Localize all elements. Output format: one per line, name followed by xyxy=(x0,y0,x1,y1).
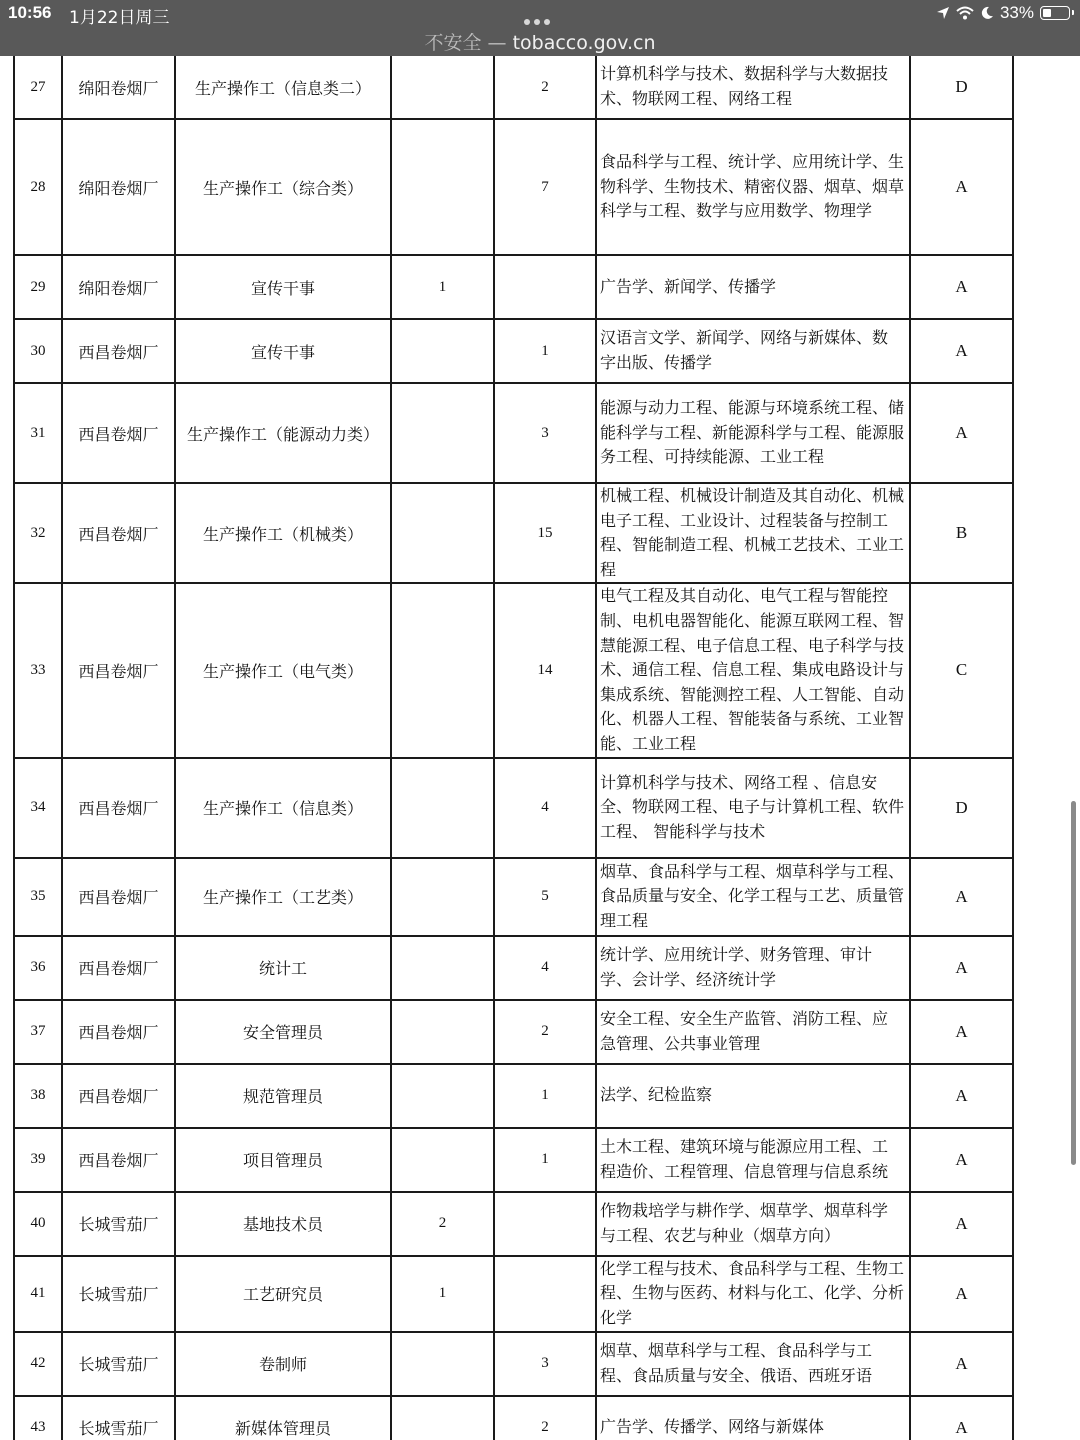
majors-line: 能科学与工程、新能源科学与工程、能源服 xyxy=(600,422,905,442)
url-text: tobacco.gov.cn xyxy=(512,32,656,54)
status-time: 10:56 xyxy=(8,3,52,22)
url-separator: — xyxy=(487,32,507,54)
majors-cell xyxy=(596,858,910,936)
table-row xyxy=(14,119,1013,255)
battery-icon xyxy=(1040,6,1070,20)
majors-line: 制、电机电器智能化、能源互联网工程、智 xyxy=(600,610,905,630)
table-row xyxy=(14,936,1013,1000)
position-cell: 新媒体管理员 xyxy=(175,1396,391,1440)
address-bar[interactable] xyxy=(0,28,1080,55)
unit-cell: 绵阳卷烟厂 xyxy=(62,56,175,119)
majors-line: 化、机器人工程、智能装备与系统、工业智 xyxy=(600,709,905,729)
unit-cell: 长城雪茄厂 xyxy=(62,1332,175,1396)
table-row xyxy=(14,56,1013,119)
category-cell: A xyxy=(910,1128,1013,1192)
row-number-cell: 42 xyxy=(14,1332,62,1396)
position-cell: 卷制师 xyxy=(175,1332,391,1396)
majors-line: 理工程 xyxy=(600,910,649,930)
count-a-cell: 2 xyxy=(391,1192,494,1256)
majors-line: 食品科学与工程、统计学、应用统计学、生 xyxy=(600,152,905,172)
count-a-cell xyxy=(391,119,494,255)
unit-cell: 绵阳卷烟厂 xyxy=(62,255,175,319)
table-row xyxy=(14,583,1013,757)
category-cell: D xyxy=(910,56,1013,119)
majors-line: 安全工程、安全生产监管、消防工程、应 xyxy=(600,1008,889,1028)
unit-cell: 西昌卷烟厂 xyxy=(62,758,175,858)
table-row xyxy=(14,858,1013,936)
category-cell: A xyxy=(910,1396,1013,1440)
majors-line: 与工程、农艺与种业（烟草方向） xyxy=(600,1225,841,1245)
unit-cell: 西昌卷烟厂 xyxy=(62,1128,175,1192)
majors-line: 术、物联网工程、网络工程 xyxy=(600,89,793,108)
count-b-cell: 1 xyxy=(494,319,596,383)
category-cell: A xyxy=(910,1332,1013,1396)
count-b-cell: 7 xyxy=(494,119,596,255)
page-viewport[interactable] xyxy=(0,56,1080,1440)
row-number-cell: 27 xyxy=(14,56,62,119)
majors-line: 字出版、传播学 xyxy=(600,353,713,372)
count-b-cell: 14 xyxy=(494,583,596,757)
majors-line: 术、通信工程、信息工程、集成电路设计与 xyxy=(600,660,905,680)
table-row xyxy=(14,1396,1013,1440)
majors-line: 程、智能制造工程、机械工艺技术、工业工 xyxy=(600,535,905,555)
row-number-cell: 34 xyxy=(14,758,62,858)
count-a-cell xyxy=(391,319,494,383)
majors-cell xyxy=(596,1396,910,1440)
majors-cell xyxy=(596,583,910,757)
position-cell: 宣传干事 xyxy=(175,319,391,383)
battery-percent: 33% xyxy=(999,3,1034,22)
multitasking-dots-icon[interactable] xyxy=(524,10,556,18)
count-a-cell xyxy=(391,56,494,119)
category-cell: B xyxy=(910,483,1013,583)
scrollbar[interactable] xyxy=(1071,801,1076,1165)
majors-line: 烟草、食品科学与工程、烟草科学与工程、 xyxy=(600,861,905,881)
category-cell: C xyxy=(910,583,1013,757)
category-cell: A xyxy=(910,383,1013,483)
position-cell: 安全管理员 xyxy=(175,1000,391,1064)
table-row xyxy=(14,319,1013,383)
majors-line: 烟草、烟草科学与工程、食品科学与工 xyxy=(600,1340,873,1360)
majors-line: 慧能源工程、电子信息工程、电子科学与技 xyxy=(600,635,905,655)
unit-cell: 西昌卷烟厂 xyxy=(62,936,175,1000)
category-cell: A xyxy=(910,936,1013,1000)
count-b-cell xyxy=(494,1192,596,1256)
row-number-cell: 28 xyxy=(14,119,62,255)
browser-chrome xyxy=(0,0,1080,56)
count-b-cell: 4 xyxy=(494,936,596,1000)
unit-cell: 长城雪茄厂 xyxy=(62,1192,175,1256)
table-row xyxy=(14,255,1013,319)
majors-cell xyxy=(596,1128,910,1192)
count-b-cell: 2 xyxy=(494,56,596,119)
unit-cell: 长城雪茄厂 xyxy=(62,1396,175,1440)
position-cell: 项目管理员 xyxy=(175,1128,391,1192)
majors-line: 程、生物与医药、材料与化工、化学、分析 xyxy=(600,1283,905,1303)
recruitment-table xyxy=(13,56,1014,1440)
majors-line: 科学与工程、数学与应用数学、物理学 xyxy=(600,201,873,221)
count-a-cell xyxy=(391,758,494,858)
majors-cell xyxy=(596,483,910,583)
majors-cell xyxy=(596,758,910,858)
majors-line: 广告学、传播学、网络与新媒体 xyxy=(600,1417,825,1437)
majors-line: 广告学、新闻学、传播学 xyxy=(600,276,777,296)
table-row xyxy=(14,1128,1013,1192)
row-number-cell: 38 xyxy=(14,1064,62,1128)
majors-line: 能源与动力工程、能源与环境系统工程、储 xyxy=(600,398,905,418)
count-a-cell xyxy=(391,1064,494,1128)
count-a-cell xyxy=(391,1396,494,1440)
table-row xyxy=(14,758,1013,858)
majors-cell xyxy=(596,1332,910,1396)
majors-cell xyxy=(596,1000,910,1064)
row-number-cell: 32 xyxy=(14,483,62,583)
position-cell: 宣传干事 xyxy=(175,255,391,319)
count-b-cell: 2 xyxy=(494,1396,596,1440)
status-date: 1月22日周三 xyxy=(69,8,170,28)
do-not-disturb-moon-icon xyxy=(980,6,994,20)
majors-line: 全、物联网工程、电子与计算机工程、软件 xyxy=(600,797,905,817)
wifi-icon xyxy=(956,6,974,20)
table-row xyxy=(14,1000,1013,1064)
majors-line: 计算机科学与技术、数据科学与大数据技 xyxy=(600,64,889,84)
count-b-cell: 5 xyxy=(494,858,596,936)
count-b-cell: 2 xyxy=(494,1000,596,1064)
majors-line: 电子工程、工业设计、过程装备与控制工 xyxy=(600,510,889,530)
unit-cell: 西昌卷烟厂 xyxy=(62,483,175,583)
row-number-cell: 35 xyxy=(14,858,62,936)
unit-cell: 西昌卷烟厂 xyxy=(62,858,175,936)
majors-line: 作物栽培学与耕作学、烟草学、烟草科学 xyxy=(600,1200,889,1220)
majors-cell xyxy=(596,319,910,383)
position-cell: 生产操作工（工艺类） xyxy=(175,858,391,936)
majors-line: 统计学、应用统计学、财务管理、审计 xyxy=(600,944,873,964)
position-cell: 生产操作工（信息类） xyxy=(175,758,391,858)
position-cell: 工艺研究员 xyxy=(175,1256,391,1332)
row-number-cell: 41 xyxy=(14,1256,62,1332)
unit-cell: 西昌卷烟厂 xyxy=(62,583,175,757)
unit-cell: 绵阳卷烟厂 xyxy=(62,119,175,255)
count-b-cell: 1 xyxy=(494,1064,596,1128)
majors-line: 急管理、公共事业管理 xyxy=(600,1033,761,1053)
count-a-cell: 1 xyxy=(391,255,494,319)
position-cell: 基地技术员 xyxy=(175,1192,391,1256)
count-b-cell: 3 xyxy=(494,383,596,483)
majors-line: 电气工程及其自动化、电气工程与智能控 xyxy=(600,586,889,606)
table-row xyxy=(14,1256,1013,1332)
count-a-cell: 1 xyxy=(391,1256,494,1332)
majors-line: 法学、纪检监察 xyxy=(600,1085,713,1105)
position-cell: 规范管理员 xyxy=(175,1064,391,1128)
count-b-cell: 15 xyxy=(494,483,596,583)
majors-line: 工程、 智能科学与技术 xyxy=(600,821,766,841)
table-row xyxy=(14,1332,1013,1396)
count-b-cell xyxy=(494,255,596,319)
row-number-cell: 33 xyxy=(14,583,62,757)
majors-line: 程 xyxy=(600,559,617,579)
unit-cell: 西昌卷烟厂 xyxy=(62,1064,175,1128)
row-number-cell: 31 xyxy=(14,383,62,483)
security-label: 不安全 xyxy=(424,32,482,54)
count-a-cell xyxy=(391,1332,494,1396)
category-cell: D xyxy=(910,758,1013,858)
row-number-cell: 39 xyxy=(14,1128,62,1192)
majors-cell xyxy=(596,1064,910,1128)
count-b-cell xyxy=(494,1256,596,1332)
category-cell: A xyxy=(910,1256,1013,1332)
majors-line: 计算机科学与技术、网络工程 、信息安 xyxy=(600,772,878,792)
table-row xyxy=(14,483,1013,583)
position-cell: 生产操作工（电气类） xyxy=(175,583,391,757)
position-cell: 生产操作工（综合类） xyxy=(175,119,391,255)
majors-line: 务工程、可持续能源、工业工程 xyxy=(600,447,825,467)
majors-cell xyxy=(596,1192,910,1256)
majors-line: 化学工程与技术、食品科学与工程、生物工 xyxy=(600,1258,905,1278)
category-cell: A xyxy=(910,255,1013,319)
majors-line: 能、工业工程 xyxy=(600,733,697,753)
majors-line: 机械工程、机械设计制造及其自动化、机械 xyxy=(600,486,905,505)
majors-line: 物科学、生物技术、精密仪器、烟草、烟草 xyxy=(600,176,905,196)
category-cell: A xyxy=(910,1192,1013,1256)
majors-line: 化学 xyxy=(600,1307,633,1327)
majors-line: 程、食品质量与安全、俄语、西班牙语 xyxy=(600,1365,873,1385)
majors-cell xyxy=(596,1256,910,1332)
row-number-cell: 29 xyxy=(14,255,62,319)
majors-line: 汉语言文学、新闻学、网络与新媒体、数 xyxy=(600,328,889,348)
location-arrow-icon xyxy=(936,6,950,20)
position-cell: 生产操作工（机械类） xyxy=(175,483,391,583)
unit-cell: 西昌卷烟厂 xyxy=(62,383,175,483)
row-number-cell: 40 xyxy=(14,1192,62,1256)
table-row xyxy=(14,1192,1013,1256)
count-a-cell xyxy=(391,483,494,583)
majors-line: 食品质量与安全、化学工程与工艺、质量管 xyxy=(600,886,905,906)
category-cell: A xyxy=(910,858,1013,936)
category-cell: A xyxy=(910,319,1013,383)
count-a-cell xyxy=(391,1000,494,1064)
count-a-cell xyxy=(391,383,494,483)
majors-line: 土木工程、建筑环境与能源应用工程、工 xyxy=(600,1136,889,1156)
category-cell: A xyxy=(910,1064,1013,1128)
table-row xyxy=(14,1064,1013,1128)
count-a-cell xyxy=(391,1128,494,1192)
count-b-cell: 4 xyxy=(494,758,596,858)
majors-cell xyxy=(596,255,910,319)
majors-line: 集成系统、智能测控工程、人工智能、自动 xyxy=(600,684,905,704)
majors-cell xyxy=(596,936,910,1000)
row-number-cell: 36 xyxy=(14,936,62,1000)
status-indicators xyxy=(936,3,1070,23)
category-cell: A xyxy=(910,1000,1013,1064)
count-a-cell xyxy=(391,858,494,936)
majors-cell xyxy=(596,383,910,483)
unit-cell: 长城雪茄厂 xyxy=(62,1256,175,1332)
row-number-cell: 37 xyxy=(14,1000,62,1064)
category-cell: A xyxy=(910,119,1013,255)
count-b-cell: 1 xyxy=(494,1128,596,1192)
position-cell: 生产操作工（能源动力类） xyxy=(175,383,391,483)
position-cell: 生产操作工（信息类二） xyxy=(175,56,391,119)
majors-cell xyxy=(596,56,910,119)
unit-cell: 西昌卷烟厂 xyxy=(62,319,175,383)
count-b-cell: 3 xyxy=(494,1332,596,1396)
majors-cell xyxy=(596,119,910,255)
position-cell: 统计工 xyxy=(175,936,391,1000)
count-a-cell xyxy=(391,583,494,757)
majors-line: 程造价、工程管理、信息管理与信息系统 xyxy=(600,1161,889,1181)
unit-cell: 西昌卷烟厂 xyxy=(62,1000,175,1064)
table-row xyxy=(14,383,1013,483)
row-number-cell: 30 xyxy=(14,319,62,383)
count-a-cell xyxy=(391,936,494,1000)
majors-line: 学、会计学、经济统计学 xyxy=(600,969,777,989)
row-number-cell: 43 xyxy=(14,1396,62,1440)
